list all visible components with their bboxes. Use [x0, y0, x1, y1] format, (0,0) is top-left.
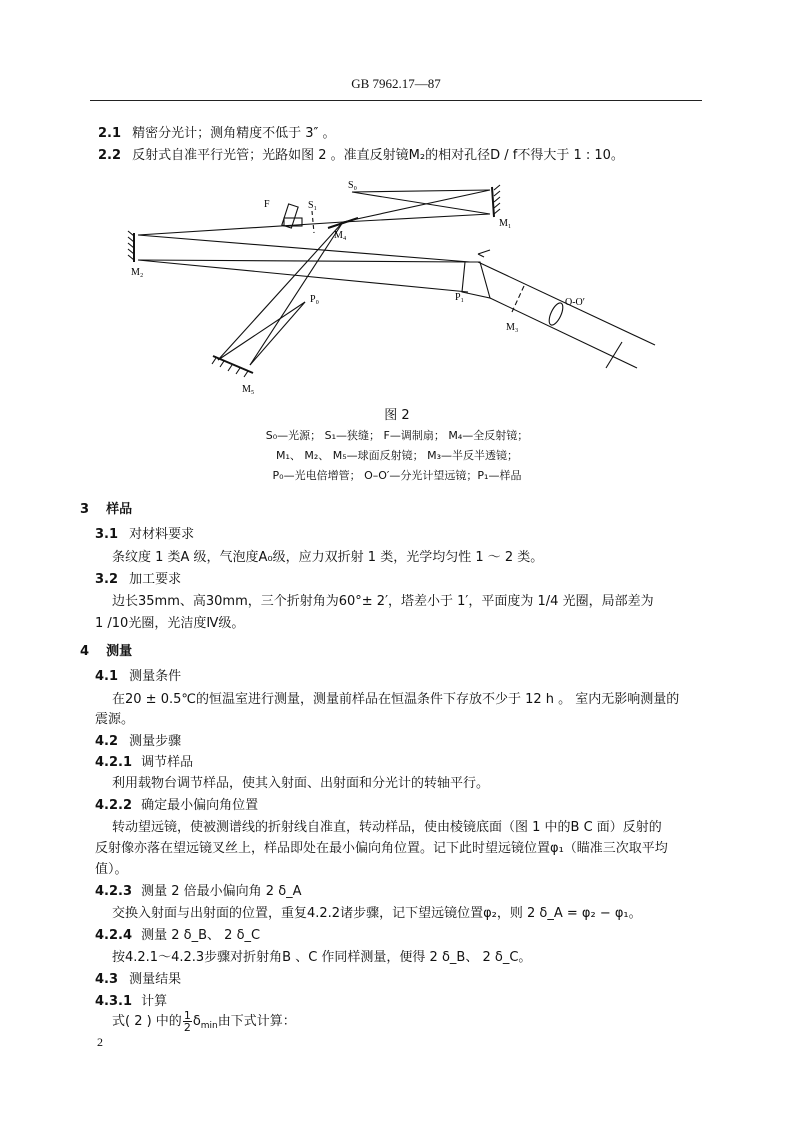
- clause-3-1-body: 条纹度 1 类A 级，气泡度A₀级，应力双折射 1 类，光学均匀性 1 ～ 2 类。: [112, 550, 544, 565]
- clause-4-3-heading: [95, 968, 181, 987]
- lens-oo: [546, 301, 565, 327]
- rotation-arrow: [478, 250, 490, 254]
- clause-number: 3.1: [95, 527, 119, 542]
- clause-3-1-heading: [95, 523, 194, 542]
- clause-4-2-1-body: 利用载物台调节样品，使其入射面、出射面和分光计的转轴平行。: [112, 776, 490, 791]
- section-title: 样品: [106, 502, 133, 517]
- mirror-m5: [213, 356, 253, 373]
- delta-subscript: min: [200, 1021, 218, 1031]
- label-s0: S₀: [348, 180, 358, 191]
- fraction-numerator: 1: [183, 1009, 191, 1022]
- clause-3-2-heading: [95, 568, 181, 587]
- figure-title: 图 2: [384, 408, 410, 423]
- beam-line: [343, 214, 490, 222]
- clause-4-1-body-line-2: 震源。: [95, 712, 135, 727]
- clause-title: 确定最小偏向角位置: [141, 798, 259, 813]
- beam-line: [138, 260, 470, 262]
- clause-number: 2.2: [98, 148, 122, 163]
- clause-4-2-3-body: 交换入射面与出射面的位置，重复4.2.2诸步骤，记下望远镜位置φ₂，则 2 δ_A = φ₂ − φ₁。: [112, 906, 642, 921]
- clause-number: 4.3.1: [95, 994, 133, 1009]
- clause-text: 反射式自准平行光管；光路如图 2 。准直反射镜M₂的相对孔径D / f不得大于 1 : 10。: [132, 148, 624, 163]
- clause-title: 测量 2 倍最小偏向角 2 δ_A: [141, 884, 302, 899]
- label-p0: P₀: [310, 294, 320, 305]
- section-title: 测量: [106, 644, 133, 659]
- clause-title: 对材料要求: [129, 527, 195, 542]
- clause-2-1: [98, 122, 336, 141]
- half-mirror-m3: [512, 286, 524, 312]
- label-m4: M₄: [334, 230, 347, 241]
- section-4-heading: [80, 640, 132, 659]
- clause-title: 测量 2 δ_B、 2 δ_C: [141, 928, 261, 943]
- label-oo: O-O′: [565, 297, 585, 308]
- page-header: GB 7962.17—87: [90, 76, 702, 101]
- beam-line: [138, 260, 468, 292]
- clause-4-3-1-heading: [95, 990, 167, 1009]
- beam-line: [352, 192, 490, 214]
- clause-4-2-2-body-line-3: 值）。: [95, 862, 128, 877]
- sample-prism: [462, 262, 490, 298]
- slit-s1: [312, 211, 314, 233]
- clause-title: 测量步骤: [129, 734, 182, 749]
- clause-number: 4.2.3: [95, 884, 133, 899]
- clause-4-2-2-body-line-1: 转动望远镜，使被测谱线的折射线自准直，转动样品，使由棱镜底面（图 1 中的B C 面）反射的: [112, 820, 662, 835]
- label-m3: M₃: [506, 322, 519, 333]
- beam-line: [250, 222, 343, 365]
- clause-number: 4.2.1: [95, 755, 133, 770]
- clause-number: 3.2: [95, 572, 119, 587]
- clause-4-1-heading: [95, 665, 181, 684]
- page-number: 2: [97, 1035, 103, 1049]
- label-f: F: [264, 199, 270, 210]
- clause-number: 2.1: [98, 126, 122, 141]
- clause-title: 测量结果: [129, 972, 182, 987]
- mirror-hatch: [494, 185, 500, 214]
- clause-3-2-body-line-1: 边长35mm、高30mm，三个折射角为60°± 2′，塔差小于 1′，平面度为 1/4 光圈，局部差为: [112, 594, 654, 609]
- label-s1: S₁: [308, 200, 318, 211]
- clause-title: 测量条件: [129, 669, 182, 684]
- clause-number: 4.1: [95, 669, 119, 684]
- section-number: 3: [80, 502, 90, 517]
- fraction-denominator: 2: [183, 1021, 191, 1034]
- figure-legend-line-1: S₀—光源； S₁—狭缝； F—调制扇； M₄—全反射镜；: [265, 429, 529, 442]
- section-3-heading: [80, 498, 132, 517]
- clause-number: 4.3: [95, 972, 119, 987]
- figure-legend-line-3: P₀—光电倍增管； O–O′—分光计望远镜；P₁—样品: [272, 469, 522, 482]
- beam-line: [352, 190, 490, 192]
- clause-2-2: [98, 144, 624, 163]
- clause-number: 4.2: [95, 734, 119, 749]
- label-p1: P₁: [455, 292, 465, 303]
- clause-number: 4.2.2: [95, 798, 133, 813]
- clause-4-2-heading: [95, 730, 181, 749]
- clause-4-2-4-body: 按4.2.1～4.2.3步骤对折射角B 、C 作同样测量，便得 2 δ_B、 2 δ_C。: [112, 950, 532, 965]
- optical-path-diagram: [0, 170, 794, 405]
- clause-4-2-1-heading: [95, 751, 193, 770]
- section-number: 4: [80, 644, 90, 659]
- clause-4-1-body-line-1: 在20 ± 0.5℃的恒温室进行测量，测量前样品在恒温条件下存放不少于 12 h 。 室内无影响测量的: [112, 692, 680, 707]
- clause-4-2-4-heading: [95, 924, 260, 943]
- beam-line: [343, 190, 490, 222]
- rotation-arrow: [478, 254, 484, 257]
- formula-prefix: 式( 2 ) 中的: [112, 1014, 182, 1029]
- formula-suffix: 由下式计算：: [217, 1014, 296, 1029]
- clause-3-2-body-line-2: 1 /10光圈，光洁度Ⅳ级。: [95, 616, 245, 631]
- label-m2: M₂: [131, 267, 144, 278]
- label-m5: M₅: [242, 384, 255, 395]
- clause-4-2-3-heading: [95, 880, 302, 899]
- clause-title: 计算: [141, 994, 168, 1009]
- fraction-one-half: [183, 1010, 192, 1033]
- mirror-m1: [492, 187, 494, 217]
- telescope-end: [606, 342, 622, 368]
- clause-4-2-2-heading: [95, 794, 258, 813]
- clause-text: 精密分光计；测角精度不低于 3″ 。: [132, 126, 336, 141]
- clause-4-2-2-body-line-2: 反射像亦落在望远镜叉丝上，样品即处在最小偏向角位置。记下此时望远镜位置φ₁（瞄准三次取平均: [95, 841, 668, 856]
- delta-symbol: δ: [192, 1014, 201, 1029]
- clause-title: 调节样品: [141, 755, 194, 770]
- clause-number: 4.2.4: [95, 928, 133, 943]
- beam-line: [138, 235, 470, 262]
- clause-title: 加工要求: [129, 572, 182, 587]
- beam-line: [490, 298, 637, 368]
- beam-line: [138, 222, 343, 235]
- figure-legend-line-2: M₁、 M₂、 M₅—球面反射镜； M₃—半反半透镜；: [275, 449, 519, 462]
- label-m1: M₁: [499, 218, 512, 229]
- clause-4-3-1-formula-line: [112, 1010, 296, 1033]
